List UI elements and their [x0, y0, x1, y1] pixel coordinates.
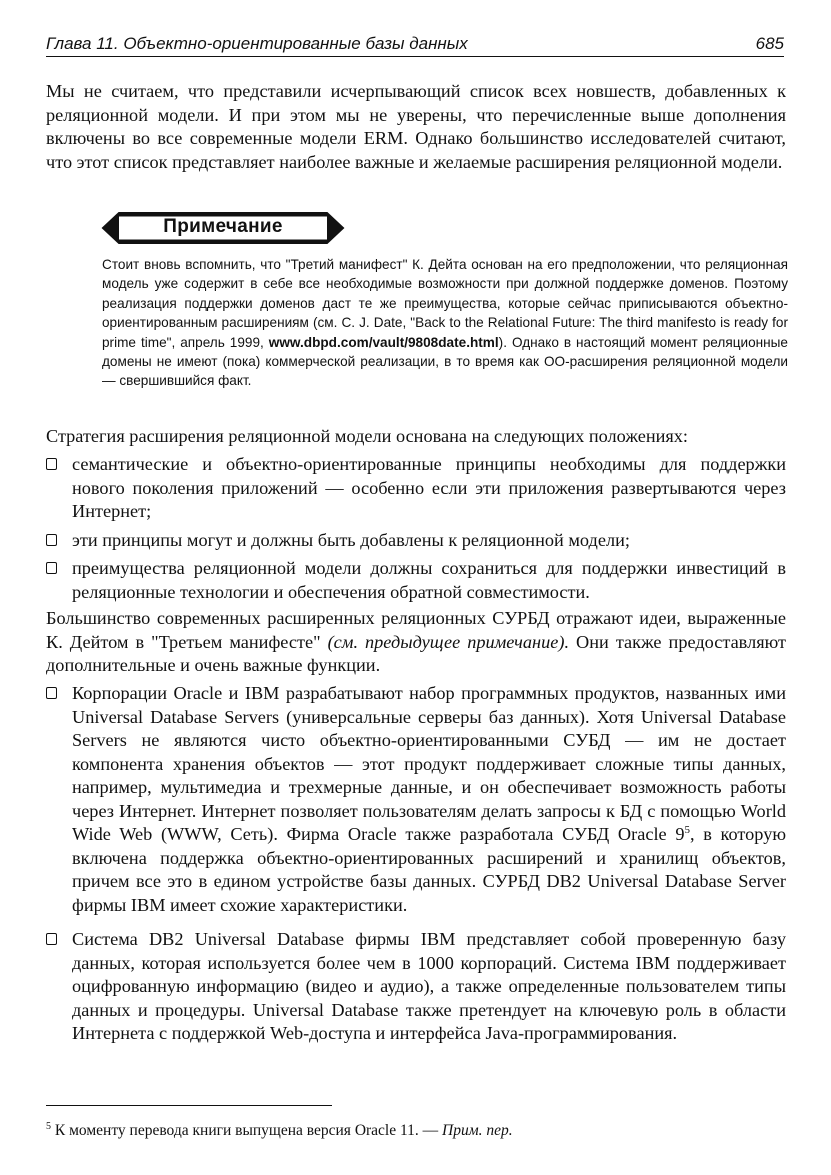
list-item-text: преимущества реляционной модели должны сохраниться для поддержки инвестиций в реляционные технологии и обеспечения обратной совместимости. — [72, 558, 786, 602]
footnote-text: К моменту перевода книги выпущена версия Oracle 11. — — [51, 1122, 443, 1139]
note-banner — [101, 211, 345, 245]
footnote — [46, 1121, 786, 1141]
majority-text-before: Большинство современных расширенных реляционных СУРБД отражают идеи, выраженные К. Дейтом в "Третьем манифесте" — [46, 608, 786, 652]
list-item — [46, 453, 786, 524]
majority-text-after: Они также предоставляют дополнительные и очень важные функции. — [46, 631, 787, 675]
list-item — [46, 557, 786, 604]
list-item-text: семантические и объектно-ориентированные принципы необходимы для поддержки нового поколения приложений — особенно если эти приложения развертываются через Интернет; — [72, 454, 786, 521]
list-item-text: Система DB2 Universal Database фирмы IBM представляет собой проверенную базу данных, которая используется более чем в 1000 корпораций. Система IBM поддерживает оцифрованную информацию (видео и аудио), а также определенные пользователем типы данных и процедуры. Universal Database также претендует на ключевую роль в области Интернета с поддержкой Web-доступа и интерфейса Java-программирования. — [72, 929, 786, 1043]
checkbox-bullet-icon — [46, 562, 57, 574]
majority-paragraph — [46, 607, 786, 678]
chapter-title: Глава 11. Объектно-ориентированные базы данных — [46, 34, 468, 53]
list-item — [46, 529, 786, 553]
note-text-after: ). Однако в настоящий момент реляционные домены не имеют (пока) коммерческой реализации, в то время как ОО-расширения реляционной модели — свершившийся факт. — [102, 334, 788, 389]
list-item-text — [72, 682, 786, 917]
vendor-text-after: , в которую включена поддержка объектно-ориентированных расширений и хранилищ объектов, причем все это в едином устройстве базы данных. СУРБД DB2 Universal Database Server фирмы IBM имеет схожие характеристики. — [72, 824, 786, 915]
list-item-text: эти принципы могут и должны быть добавлены к реляционной модели; — [72, 530, 630, 550]
note-text — [102, 255, 788, 391]
strategy-intro: Стратегия расширения реляционной модели основана на следующих положениях: — [46, 426, 689, 446]
majority-reference: (см. предыдущее примечание). — [327, 631, 570, 652]
list-item — [46, 928, 786, 1046]
note-title: Примечание — [163, 216, 283, 237]
running-header — [46, 30, 784, 57]
note-text-before: Стоит вновь вспомнить, что "Третий манифест" К. Дейта основан на его предположении, что реляционная модель уже содержит в себе все необходимые возможности при должной поддержке доменов. Поэтому реализация поддержки доменов даст те же преимущества, которые сейчас приписываются объектно-ориентированным расширениям (см. C. J. Date, "Back to the Relational Future: The third manifesto is ready for prime time", апрель 1999, — [102, 257, 788, 350]
footnote-marker: 5 — [684, 823, 690, 836]
footnote-divider — [46, 1105, 332, 1106]
checkbox-bullet-icon — [46, 687, 57, 699]
footnote-attribution: Прим. пер. — [442, 1122, 513, 1139]
page-number: 685 — [755, 34, 784, 53]
footnote-number: 5 — [46, 1120, 51, 1132]
vendor-text-before: Корпорации Oracle и IBM разрабатывают набор программных продуктов, названных ими Universal Database Servers (универсальные серверы баз данных). Хотя Universal Database Servers не являются чисто объектно-ориентированными СУБД — им не достает компонента хранения объектов — этот продукт поддерживает сложные типы данных, например, мультимедиа и трехмерные данные, и он обеспечивает возможность работы через Интернет. Интернет позволяет пользователям делать запросы к БД с помощью World Wide Web (WWW, Сеть). Фирма Oracle также разработала СУБД Oracle 9 — [72, 683, 786, 844]
checkbox-bullet-icon — [46, 933, 57, 945]
checkbox-bullet-icon — [46, 534, 57, 546]
note-link: www.dbpd.com/vault/9808date.html — [268, 334, 499, 350]
checkbox-bullet-icon — [46, 458, 57, 470]
intro-paragraph: Мы не считаем, что представили исчерпывающий список всех новшеств, добавленных к реляционной модели. И при этом мы не уверены, что перечисленные выше дополнения включены во все современные модели ERM. Однако большинство исследователей считают, что этот список представляет наиболее важные и желаемые расширения реляционной модели. — [46, 81, 786, 172]
list-item — [46, 682, 786, 917]
